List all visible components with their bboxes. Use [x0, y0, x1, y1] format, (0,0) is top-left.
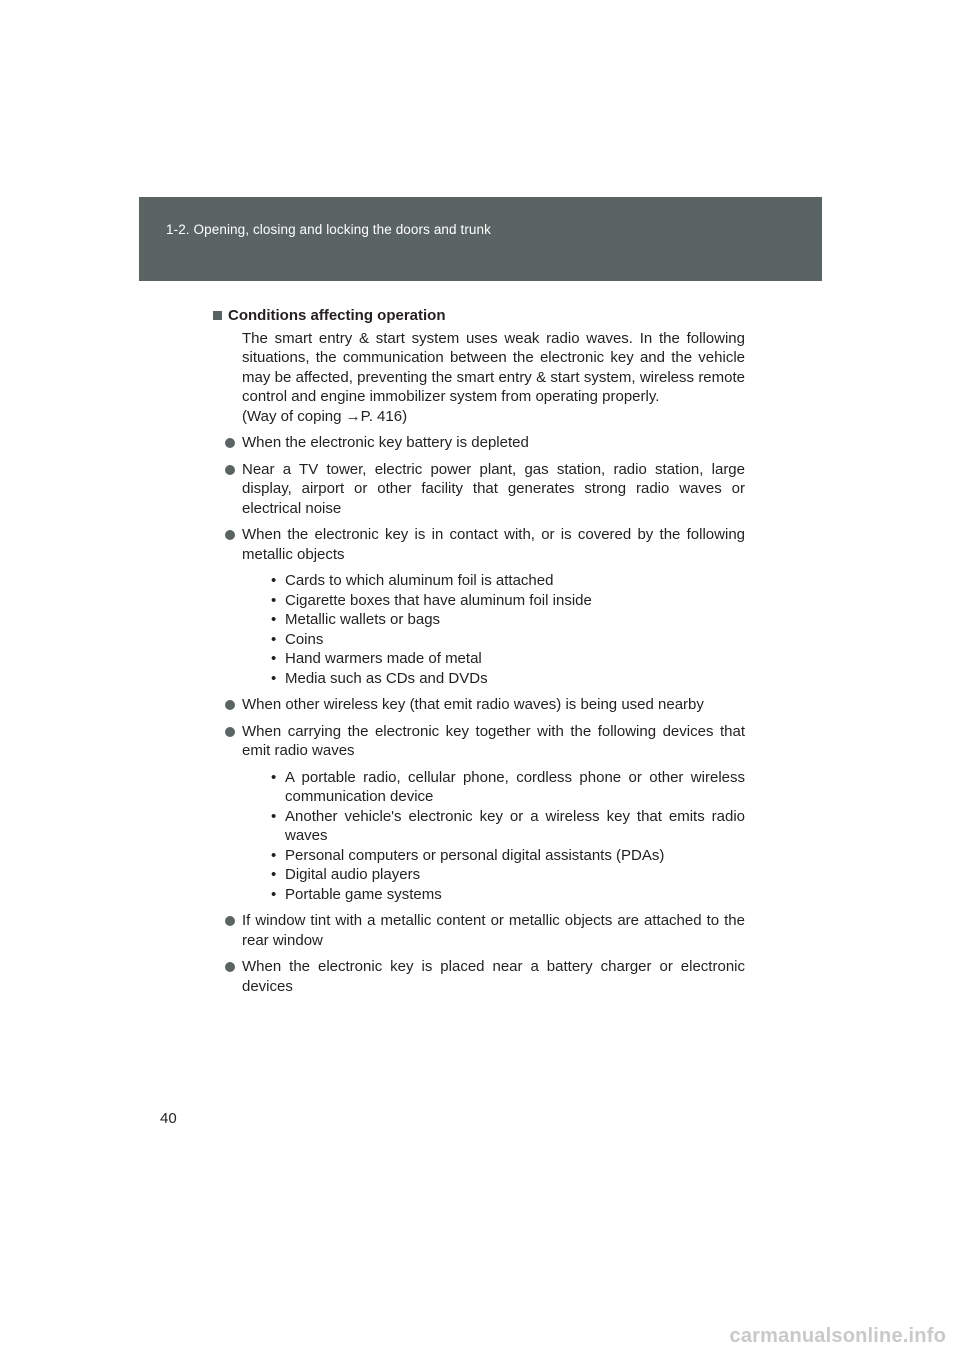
condition-item	[213, 525, 745, 688]
sub-list	[242, 768, 745, 905]
sub-list-text: Digital audio players	[285, 866, 421, 883]
chapter-title: 1-2. Opening, closing and locking the doors and trunk	[166, 222, 492, 237]
small-bullet-icon: •	[271, 866, 277, 883]
sub-list-text: Metallic wallets or bags	[285, 611, 441, 628]
sub-list-text: Hand warmers made of metal	[285, 650, 482, 667]
small-bullet-icon: •	[271, 669, 277, 687]
small-bullet-icon: •	[271, 846, 277, 864]
circle-bullet-icon	[225, 962, 235, 972]
small-bullet-icon: •	[271, 591, 277, 609]
sub-list-text: Media such as CDs and DVDs	[285, 669, 488, 687]
section-heading-text: Conditions affecting operation	[228, 307, 446, 324]
condition-list	[213, 433, 745, 996]
condition-text: When the electronic key battery is depleted	[242, 434, 529, 451]
condition-text: When the electronic key is in contact with, or is covered by the following metallic objects	[242, 526, 745, 563]
small-bullet-icon: •	[271, 885, 277, 903]
sub-list-text: Another vehicle's electronic key or a wireless key that emits radio waves	[285, 807, 745, 844]
sub-list-item	[271, 669, 745, 689]
page-content	[213, 306, 745, 996]
sub-list	[242, 571, 745, 688]
small-bullet-icon: •	[271, 807, 277, 825]
sub-list-item	[271, 630, 745, 650]
sub-list-item	[271, 865, 745, 885]
sub-list-item	[271, 591, 745, 611]
chapter-header	[139, 197, 822, 281]
sub-list-item	[271, 846, 745, 866]
circle-bullet-icon	[225, 438, 235, 448]
condition-item	[213, 695, 745, 715]
condition-item	[213, 433, 745, 453]
circle-bullet-icon	[225, 916, 235, 926]
circle-bullet-icon	[225, 727, 235, 737]
sub-list-text: Cigarette boxes that have aluminum foil inside	[285, 591, 592, 609]
sub-list-item	[271, 610, 745, 630]
sub-list-item	[271, 885, 745, 905]
small-bullet-icon: •	[271, 572, 277, 589]
condition-text: When the electronic key is placed near a battery charger or electronic devices	[242, 958, 745, 995]
watermark-text: carmanualsonline.info	[729, 1325, 946, 1347]
sub-list-item	[271, 649, 745, 669]
condition-text: When other wireless key (that emit radio waves) is being used nearby	[242, 696, 704, 713]
section-heading	[213, 306, 745, 326]
sub-list-text: A portable radio, cellular phone, cordless phone or other wireless communication device	[285, 768, 745, 805]
intro-paragraph	[213, 329, 745, 427]
small-bullet-icon: •	[271, 630, 277, 648]
sub-list-text: Cards to which aluminum foil is attached	[285, 572, 554, 589]
page-number: 40	[160, 1110, 177, 1127]
square-bullet-icon	[213, 311, 222, 320]
circle-bullet-icon	[225, 700, 235, 710]
sub-list-item	[271, 807, 745, 846]
small-bullet-icon: •	[271, 650, 277, 667]
coping-reference: (Way of coping →P. 416)	[242, 407, 408, 425]
sub-list-item	[271, 571, 745, 591]
small-bullet-icon: •	[271, 611, 277, 628]
circle-bullet-icon	[225, 530, 235, 540]
sub-list-item	[271, 768, 745, 807]
condition-item	[213, 957, 745, 996]
condition-text: If window tint with a metallic content or metallic objects are attached to the rear window	[242, 912, 745, 949]
intro-text: The smart entry & start system uses weak radio waves. In the following situations, the communication between the electronic key and the vehicle may be affected, preventing the smart entry & start system, wireless remote control and engine immobilizer system from operating properly.	[242, 329, 745, 405]
condition-text: Near a TV tower, electric power plant, gas station, radio station, large display, airport or other facility that generates strong radio waves or electrical noise	[242, 460, 745, 517]
condition-text: When carrying the electronic key together with the following devices that emit radio waves	[242, 722, 745, 759]
sub-list-text: Personal computers or personal digital assistants (PDAs)	[285, 846, 665, 864]
circle-bullet-icon	[225, 465, 235, 475]
small-bullet-icon: •	[271, 768, 277, 786]
condition-item	[213, 460, 745, 519]
sub-list-text: Portable game systems	[285, 885, 442, 903]
sub-list-text: Coins	[285, 630, 324, 648]
condition-item	[213, 911, 745, 950]
condition-item	[213, 722, 745, 905]
